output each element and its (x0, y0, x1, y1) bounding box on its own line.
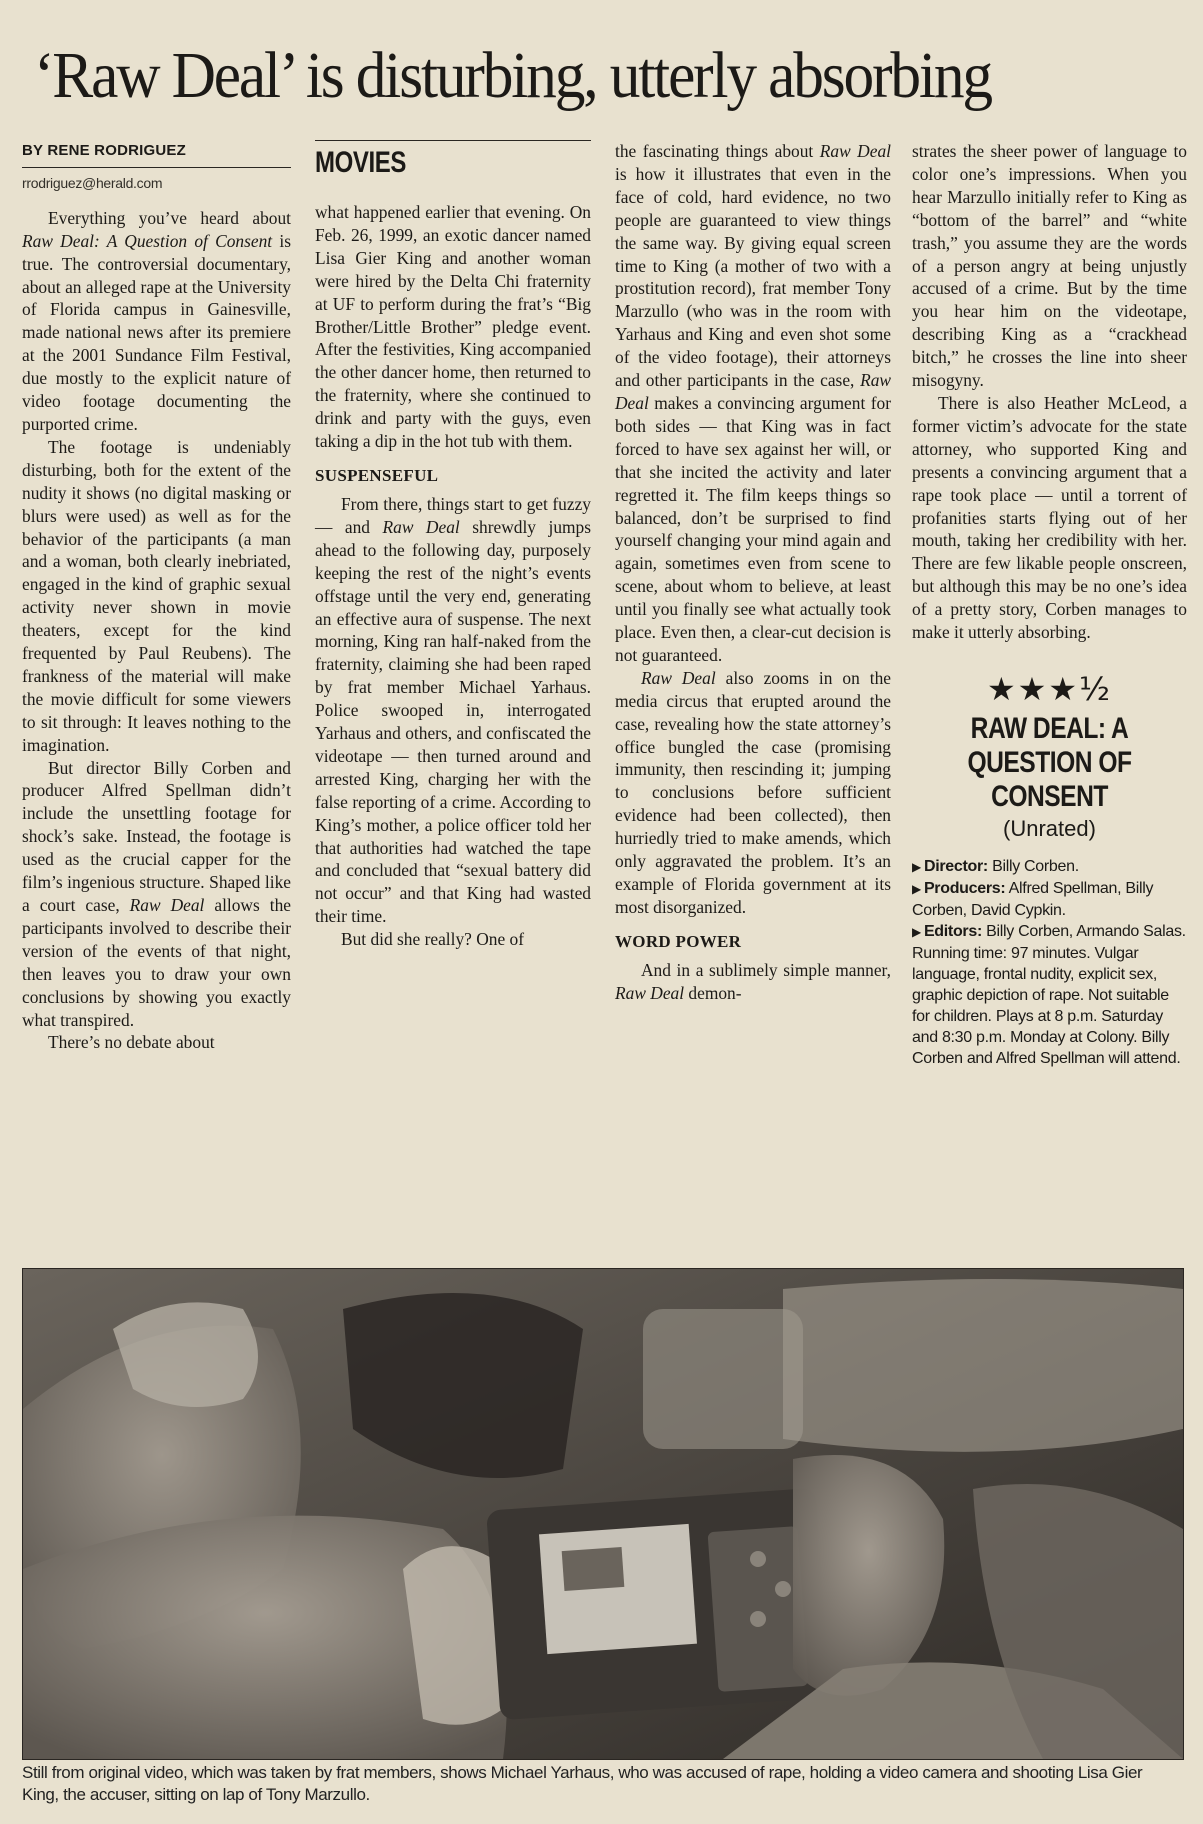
mpaa-rating: (Unrated) (1003, 815, 1096, 841)
column-4 (912, 140, 1187, 1069)
paragraph: There is also Heather McLeod, a former victim’s advocate for the state attorney, who supported King and presents a convincing argument that a rape took place — until a torrent of profanities starts flying out of her mouth, taking her credibility with her. There are few likable people onscreen, but although this may be no one’s idea of a pretty story, Corben manages to make it utterly absorbing. (912, 392, 1187, 643)
triangle-bullet-icon: ▶ (912, 881, 921, 896)
review-box (912, 670, 1187, 1069)
section-rule (315, 140, 591, 141)
column-1 (22, 140, 291, 1054)
triangle-bullet-icon: ▶ (912, 924, 921, 939)
credit-producers: ▶ Producers: Alfred Spellman, Billy Corben, David Cypkin. (912, 879, 1154, 919)
review-title: RAW DEAL: A QUESTION OF CONSENT (967, 711, 1132, 813)
video-still-photo (22, 1268, 1184, 1760)
paragraph: There’s no debate about (48, 1032, 215, 1053)
paragraph: But did she really? One of (341, 929, 525, 950)
paragraph: strates the sheer power of language to color one’s impressions. When you hear Marzullo initially refer to King as “bottom of the barrel” and “white trash,” you assume they are the words of a person angry at being unjustly accused of a crime. But by the time you hear him on the videotape, describing King as a “crackhead bitch,” he crosses the line into sheer misogyny. (912, 141, 1187, 391)
paragraph: From there, things start to get fuzzy — and Raw Deal shrewdly jumps ahead to the following day, purposely keeping the rest of the night’s events offstage until the very end, generating an effective aura of suspense. The next morning, King ran half-naked from the fraternity, claiming she had been raped by frat member Michael Yarhaus. Police swooped in, interrogated Yarhaus and others, and confiscated the videotape — then turned around and arrested King, charging her with the false reporting of a crime. According to King’s mother, a police officer told her that authorities had watched the tape and concluded that “sexual battery did not occur” and that King had wasted their time. (315, 493, 592, 927)
byline: BY RENE RODRIGUEZ (22, 140, 291, 168)
subhead: WORD POWER (615, 931, 742, 951)
paragraph: Raw Deal also zooms in on the media circus that erupted around the case, revealing how the state attorney’s office bungled the case (promising immunity, then rescinding it; jumping to conclusions before sufficient evidence had been collected), then hurriedly tried to make amends, which only aggravated the problem. It’s an example of Florida government at its most disorganized. (615, 667, 891, 917)
credit-director: ▶ Director: Billy Corben. (912, 857, 1079, 875)
column-3 (615, 140, 891, 1005)
paragraph: But director Billy Corben and producer Alfred Spellman didn’t include the unsettling footage for shock’s sake. Instead, the footage is used as the crucial capper for the film’s ingenious structure. Shaped like a court case, Raw Deal allows the participants involved to describe their version of the events of that night, then leaves you to draw your own conclusions by showing you exactly what transpired. (22, 757, 291, 1030)
photo-caption: Still from original video, which was taken by frat members, shows Michael Yarhaus, who was accused of rape, holding a video camera and shooting Lisa Gier King, the accuser, sitting on lap of Tony Marzullo. (22, 1763, 1143, 1804)
column-2 (315, 140, 591, 951)
photo-illustration (23, 1269, 1183, 1759)
credit-editors: ▶ Editors: Billy Corben, Armando Salas. (912, 922, 1186, 940)
subhead: SUSPENSEFUL (315, 465, 439, 485)
paragraph: what happened earlier that evening. On Feb. 26, 1999, an exotic dancer named Lisa Gier King and another woman were hired by the Delta Chi fraternity at UF to perform during the frat’s “Big Brother/Little Brother” pledge event. After the festivities, King accompanied the other dancer home, then returned to the fraternity, where she continued to drink and party with the guys, even taking a dip in the hot tub with them. (315, 202, 591, 452)
byline-block (22, 140, 291, 195)
review-credits (912, 856, 1187, 1069)
triangle-bullet-icon: ▶ (912, 859, 921, 874)
section-label: MOVIES (315, 146, 406, 179)
star-rating-icon: ★★★½ (986, 669, 1113, 708)
headline: ‘Raw Deal’ is disturbing, utterly absorbing (34, 39, 991, 112)
paragraph: And in a sublimely simple manner, Raw Deal demon- (615, 959, 891, 1003)
paragraph: The footage is undeniably disturbing, both for the extent of the nudity it shows (no digital masking or blurs were used) as well as for the behavior of the participants (a man and a woman, both clearly inebriated, engaged in the kind of graphic sexual activity never shown in movie theaters, except for the kind frequented by Paul Reubens). The frankness of the material will make the movie difficult for some viewers to sit through: It leaves nothing to the imagination. (22, 436, 291, 755)
credit-details: Running time: 97 minutes. Vulgar language, frontal nudity, explicit sex, graphic depiction of rape. Not suitable for children. Plays at 8 p.m. Saturday and 8:30 p.m. Monday at Colony. Billy Corben and Alfred Spellman will attend. (912, 944, 1181, 1067)
paragraph: Everything you’ve heard about Raw Deal: A Question of Consent is true. The controversial documentary, about an alleged rape at the University of Florida campus in Gainesville, made national news after its premiere at the 2001 Sundance Film Festival, due mostly to the explicit nature of video footage documenting the purported crime. (22, 207, 291, 434)
paragraph: the fascinating things about Raw Deal is how it illustrates that even in the face of cold, hard evidence, no two people are guaranteed to view things the same way. By giving equal screen time to King (a mother of two with a prostitution record), frat member Tony Marzullo (who was in the room with Yarhaus and King and even shot some of the video footage), their attorneys and other participants in the case, Raw Deal makes a convincing argument for both sides — that King was in fact forced to have sex against her will, or that she incited the activity and later regretted it. The film keeps things so balanced, don’t be surprised to find yourself changing your mind again and again, sometimes even from scene to scene, about whom to believe, at least until you finally see what actually took place. Even then, a clear-cut decision is not guaranteed. (615, 141, 891, 665)
author-email[interactable]: rrodriguez@herald.com (22, 174, 163, 191)
